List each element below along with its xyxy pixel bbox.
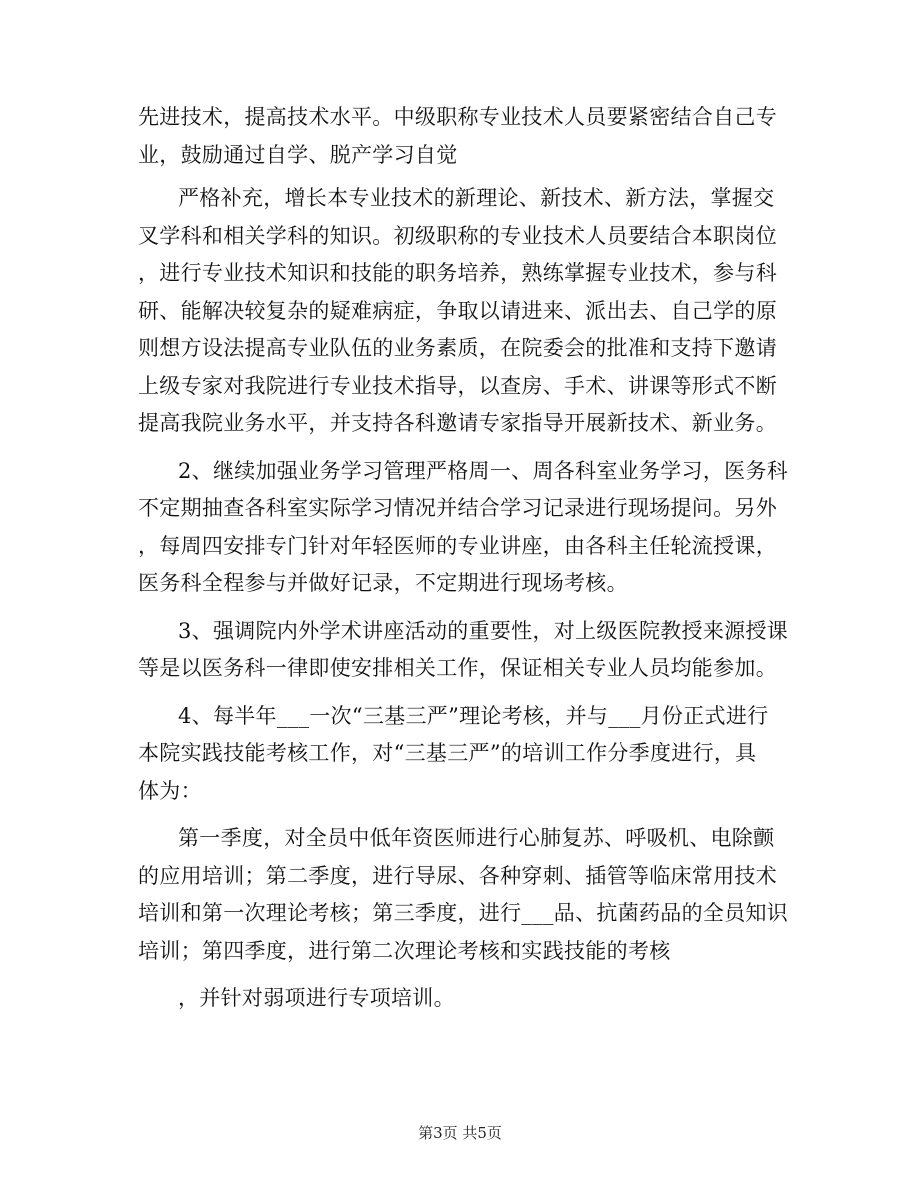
paragraph-6: [138, 820, 788, 970]
text-line: 先进技术，提高技术水平。中级职称专业技术人员要紧密结合自己专: [138, 105, 777, 129]
text-line: 严格补充，增长本专业技术的新理论、新技术、新方法，掌握交: [178, 186, 775, 210]
text-line: 第一季度，对全员中低年资医师进行心肺复苏、呼吸机、电除颤: [178, 826, 775, 850]
paragraph-1: [138, 99, 788, 174]
text-line: 等是以医务科一律即使安排相关工作，保证相关专业人员均能参加。: [138, 656, 777, 680]
page-number-footer: 第3页 共5页: [418, 1124, 502, 1142]
paragraph-2: [138, 180, 788, 443]
text-line: 上级专家对我院进行专业技术指导，以查房、手术、讲课等形式不断: [138, 373, 777, 398]
paragraph-5: [138, 698, 788, 811]
text-line: 业，鼓励通过自学、脱产学习自觉: [138, 142, 458, 167]
text-line: 2、继续加强业务学习管理严格周一、周各科室业务学习，医务科: [178, 458, 789, 483]
text-line: 医务科全程参与并做好记录，不定期进行现场考核。: [138, 571, 628, 595]
text-line: 则想方设法提高专业队伍的业务素质，在院委会的批准和支持下邀请: [138, 336, 777, 360]
paragraph-3: [138, 453, 788, 603]
document-body: [138, 99, 788, 1018]
paragraph-7: [138, 980, 788, 1018]
text-line: 培训；第四季度，进行第二次理论考核和实践技能的考核: [138, 938, 671, 963]
text-line: 3、强调院内外学术讲座活动的重要性，对上级医院教授来源授课: [178, 618, 789, 643]
text-line: 本院实践技能考核工作，对“三基三严”的培训工作分季度进行，具: [138, 741, 757, 765]
text-line: 4、每半年___一次“三基三严”理论考核，并与___月份正式进行: [178, 703, 769, 728]
text-line: 培训和第一次理论考核；第三季度，进行___品、抗菌药品的全员知识: [138, 901, 789, 925]
text-line: ，每周四安排专门针对年轻医师的专业讲座，由各科主任轮流授课，: [138, 533, 777, 558]
text-line: 体为：: [138, 778, 202, 803]
text-line: 的应用培训；第二季度，进行导尿、各种穿刺、插管等临床常用技术: [138, 863, 777, 888]
text-line: 提高我院业务水平，并支持各科邀请专家指导开展新技术、新业务。: [138, 411, 777, 435]
paragraph-4: [138, 613, 788, 688]
text-line: 叉学科和相关学科的知识。初级职称的专业技术人员要结合本职岗位: [138, 223, 777, 248]
text-line: ，进行专业技术知识和技能的职务培养，熟练掌握专业技术，参与科: [138, 261, 777, 285]
text-line: 研、能解决较复杂的疑难病症，争取以请进来、派出去、自己学的原: [138, 298, 777, 323]
text-line: ，并针对弱项进行专项培训。: [178, 986, 455, 1010]
text-line: 不定期抽查各科室实际学习情况并结合学习记录进行现场提问。另外: [138, 496, 777, 520]
